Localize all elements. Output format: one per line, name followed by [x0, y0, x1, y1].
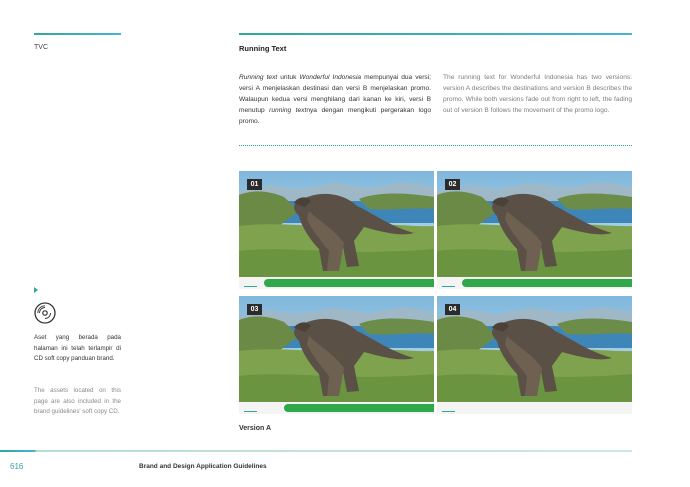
frame-01: [239, 171, 434, 289]
section-label: TVC: [34, 44, 48, 51]
running-text-bar: [462, 279, 632, 287]
section-heading: Running Text: [239, 44, 287, 53]
italic-running-text: Running text: [239, 74, 278, 81]
footer-rule: [0, 450, 632, 452]
brand-logo-mark: [442, 405, 455, 412]
brand-logo-mark: [442, 280, 455, 287]
footer-title: Brand and Design Application Guidelines: [139, 463, 267, 470]
frame-number-badge: 04: [445, 304, 460, 315]
komodo-scene-image: [437, 296, 632, 414]
italic-running-text-2: running text: [269, 107, 307, 114]
paragraph-english: The running text for Wonderful Indonesia has two versions: version A describes the destinations and version B describes the promo. While both versions fade out from right to left, the fading out of version B follows the movement of the promo logo.: [443, 74, 632, 114]
triangle-right-icon: [34, 287, 38, 293]
italic-brand-name: Wonderful Indonesia: [299, 74, 362, 81]
running-text-strip: [437, 277, 632, 289]
running-text-strip: [239, 402, 434, 414]
komodo-scene-image: [437, 171, 632, 289]
komodo-scene-image: [239, 296, 434, 414]
frame-02: [437, 171, 632, 289]
running-text-strip: [239, 277, 434, 289]
note-english: The assets located on this page are also included in the brand guidelines' soft copy CD.: [34, 387, 121, 415]
note-indonesian: Aset yang berada pada halaman ini telah terlampir di CD soft copy panduan brand.: [34, 334, 121, 362]
frame-04: [437, 296, 632, 414]
brand-logo-mark: [244, 405, 257, 412]
top-rule-right: [239, 33, 632, 35]
komodo-scene-image: [239, 171, 434, 289]
running-text-strip: [437, 402, 632, 414]
frame-number-badge: 03: [247, 304, 262, 315]
para-id-text-3: nya dengan mengikuti pergerakan logo promo.: [239, 107, 431, 125]
top-rule-left: [34, 33, 121, 35]
frame-number-badge: 02: [445, 179, 460, 190]
frame-number-badge: 01: [247, 179, 262, 190]
para-id-text-2: mempunyai dua versi; versi A menjelaskan destinasi dan versi B menjelaskan promo. Walaupun kedua versi menghilang dari kanan ke kiri, versi B menutup: [239, 74, 432, 114]
para-id-text-1: untuk: [277, 74, 300, 81]
dotted-divider: [239, 145, 632, 146]
version-label: Version A: [239, 425, 272, 432]
paragraph-indonesian: [239, 72, 431, 127]
brand-logo-mark: [244, 280, 257, 287]
running-text-bar: [264, 279, 434, 287]
page-number: 616: [10, 462, 24, 471]
running-text-bar: [284, 404, 434, 412]
cd-disc-icon: [34, 302, 56, 329]
frame-03: [239, 296, 434, 414]
